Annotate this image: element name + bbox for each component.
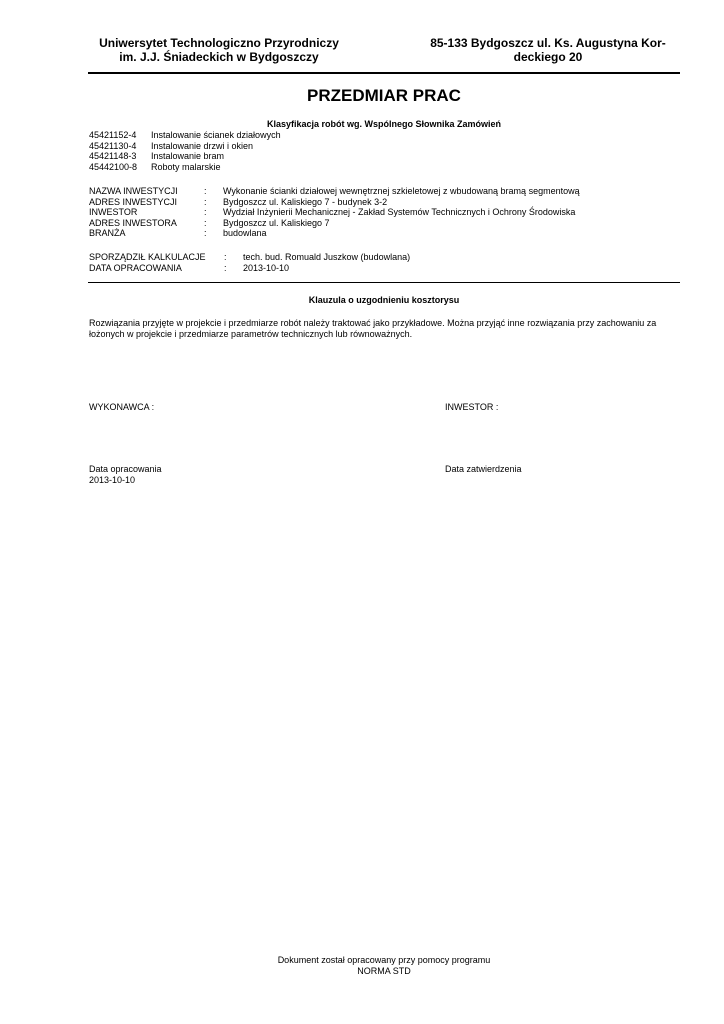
footer-line1: Dokument został opracowany przy pomocy programu [277, 955, 491, 965]
investor-label: INWESTOR : [445, 402, 499, 412]
calc-key: DATA OPRACOWANIA [89, 262, 182, 273]
cpv-classification-title: Klasyfikacja robót wg. Wspólnego Słownika Zamówień [266, 119, 502, 129]
info-row-investment-name [89, 186, 580, 197]
cpv-item [89, 162, 281, 173]
institution-address-line2: deckiego 20 [513, 50, 583, 64]
info-value: Wykonanie ścianki działowej wewnętrznej szkieletowej z wbudowaną bramą segmentową [223, 186, 580, 196]
document-title: PRZEDMIAR PRAC [307, 86, 461, 105]
approval-date-label: Data zatwierdzenia [445, 464, 522, 474]
clause-divider [88, 282, 680, 283]
info-separator: : [204, 186, 207, 196]
prepared-date-value: 2013-10-10 [89, 474, 136, 485]
info-value: Bydgoszcz ul. Kaliskiego 7 - budynek 3-2 [223, 196, 388, 207]
contractor-label: WYKONAWCA : [89, 402, 155, 412]
info-row-investor [89, 207, 580, 218]
info-separator: : [204, 207, 207, 217]
cpv-list [89, 130, 281, 172]
info-key: INWESTOR [89, 207, 138, 217]
calc-value: tech. bud. Romuald Juszkow (budowlana) [243, 252, 411, 262]
prepared-date-label: Data opracowania [89, 464, 162, 474]
header-divider [88, 72, 680, 74]
cpv-code: 45421152-4 [89, 130, 137, 140]
cpv-code: 45421130-4 [89, 140, 137, 151]
cpv-code: 45442100-8 [89, 161, 138, 172]
footer-line2: NORMA STD [357, 965, 411, 976]
info-separator: : [204, 228, 207, 238]
institution-address-block [420, 36, 676, 64]
cpv-label: Instalowanie ścianek działowych [151, 130, 281, 140]
info-row-investment-address [89, 197, 580, 208]
clause-title: Klauzula o uzgodnieniu kosztorysu [308, 295, 460, 305]
institution-name-line2: im. J.J. Śniadeckich w Bydgoszczy [119, 50, 319, 64]
clause-line: Rozwiązania przyjęte w projekcie i przedmiarze robót należy traktować jako przykładowe. Można przyjąć inne rozwiązania przy zachowaniu za [89, 318, 657, 328]
clause-body [89, 318, 679, 339]
info-row-branch [89, 228, 580, 239]
calc-value: 2013-10-10 [243, 262, 290, 273]
calculation-info [89, 252, 410, 273]
footer [88, 955, 680, 976]
info-value: Wydział Inżynierii Mechanicznej - Zakład Systemów Technicznych i Ochrony Środowiska [223, 207, 576, 217]
calc-row-author [89, 252, 410, 263]
info-value: budowlana [223, 228, 267, 238]
cpv-label: Instalowanie bram [151, 151, 225, 161]
prepared-date-block [89, 464, 162, 485]
info-key: ADRES INWESTYCJI [89, 196, 178, 207]
calc-key: SPORZĄDZIŁ KALKULACJE [89, 252, 206, 262]
info-separator: : [204, 217, 207, 228]
cpv-item [89, 151, 281, 162]
institution-address-line1: 85-133 Bydgoszcz ul. Ks. Augustyna Kor- [430, 36, 666, 50]
cpv-label: Roboty malarskie [151, 161, 221, 172]
calc-separator: : [224, 262, 227, 273]
institution-name-block [84, 36, 354, 64]
clause-line: łożonych w projekcie i przedmiarze parametrów technicznych lub równoważnych. [89, 328, 413, 339]
calc-separator: : [224, 252, 227, 262]
info-key: BRANŻA [89, 228, 126, 238]
institution-name-line1: Uniwersytet Technologiczno Przyrodniczy [99, 36, 339, 50]
info-row-investor-address [89, 218, 580, 229]
cpv-label: Instalowanie drzwi i okien [151, 140, 254, 151]
cpv-item [89, 141, 281, 152]
info-key: ADRES INWESTORA [89, 217, 177, 228]
info-value: Bydgoszcz ul. Kaliskiego 7 [223, 217, 330, 228]
info-separator: : [204, 196, 207, 207]
investment-info [89, 186, 580, 239]
calc-row-date [89, 263, 410, 274]
info-key: NAZWA INWESTYCJI [89, 186, 178, 196]
cpv-code: 45421148-3 [89, 151, 137, 161]
cpv-item [89, 130, 281, 141]
